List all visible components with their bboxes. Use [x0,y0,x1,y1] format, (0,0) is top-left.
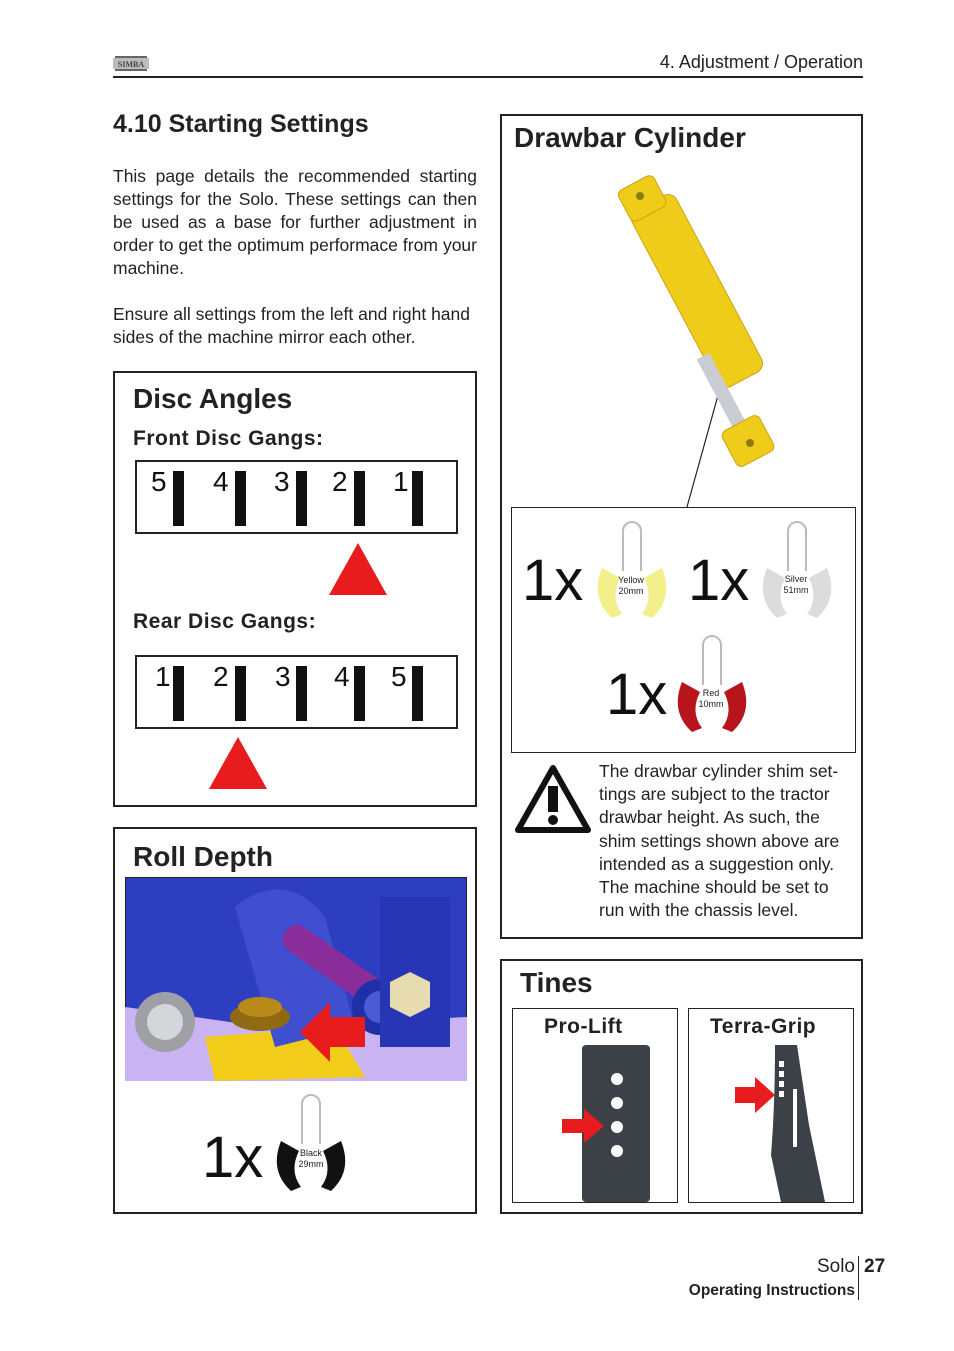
front-gang-bar [296,471,307,526]
rear-gang-number: 2 [213,661,229,692]
drawbar-warning-text: The drawbar cylinder shim set-tings are subject to the tractor drawbar height. As such, the shim settings shown above are intended as a suggestion only. The machine should be set to run with the chassis level. [599,761,840,921]
yellow-shim-quantity: 1x [522,548,584,613]
page-title: 4.10 Starting Settings [113,110,369,138]
front-gang-bar [412,471,423,526]
front-gang-bar [354,471,365,526]
front-gang-number: 4 [213,466,229,497]
front-gang-number: 1 [393,466,409,497]
disc-angles-title: Disc Angles [133,383,293,414]
pro-lift-card [512,1008,678,1203]
shim-size: 51mm [783,585,809,595]
rear-gang-scale [135,655,458,729]
rear-gang-number: 3 [275,661,291,692]
drawbar-cylinder-title: Drawbar Cylinder [514,122,746,153]
intro-paragraph-2: Ensure all settings from the left and right hand sides of the machine mirror each other. [113,304,471,347]
rear-gang-bar [296,666,307,721]
front-gang-scale [135,460,458,534]
black-shim-icon [269,1091,353,1199]
pro-lift-tine-icon [558,1045,658,1202]
rear-setting-marker-icon [207,735,269,791]
drawbar-shim-panel [511,507,856,753]
terra-grip-label: Terra-Grip [710,1015,817,1038]
black-shim-label [288,1148,334,1170]
rear-gang-number: 4 [334,661,350,692]
terra-grip-tine-icon [731,1045,831,1202]
hydraulic-cylinder-illustration [602,171,792,511]
roll-depth-illustration [125,877,467,1081]
shim-color: Red [702,688,720,698]
front-setting-marker-icon [327,541,389,597]
rear-gang-bar [354,666,365,721]
front-gang-bar [235,471,246,526]
simba-logo [113,55,149,71]
rear-gang-number: 5 [391,661,407,692]
svg-text:SIMBA: SIMBA [117,60,145,69]
front-gang-number: 3 [274,466,290,497]
red-shim-icon [670,632,754,740]
silver-shim-quantity: 1x [688,548,750,613]
rear-disc-gangs-label: Rear Disc Gangs: [133,610,317,633]
footer-divider [858,1256,859,1300]
silver-shim-label [773,574,819,596]
disc-angles-panel [113,371,477,807]
warning-icon [514,764,592,834]
shim-size: 10mm [698,699,724,709]
yellow-shim-icon [590,518,674,626]
rear-gang-bar [173,666,184,721]
roll-depth-panel [113,827,477,1214]
roll-depth-title: Roll Depth [133,841,273,872]
shim-color: Silver [784,574,808,584]
tines-panel [500,959,863,1214]
terra-grip-card [688,1008,854,1203]
red-shim-label [688,688,734,710]
pro-lift-label: Pro-Lift [544,1015,623,1038]
header-section-title: 4. Adjustment / Operation [659,52,863,72]
roll-depth-shim-quantity: 1x [202,1125,264,1190]
rear-gang-bar [412,666,423,721]
front-gang-bar [173,471,184,526]
front-disc-gangs-label: Front Disc Gangs: [133,427,324,450]
footer-product: Solo [816,1256,855,1277]
silver-shim-icon [755,518,839,626]
footer-document-type: Operating Instructions [688,1282,855,1299]
header-rule [113,76,863,78]
yellow-shim-label [608,575,654,597]
shim-color: Black [299,1148,322,1158]
shim-size: 20mm [618,586,644,596]
tines-title: Tines [520,967,593,998]
front-gang-number: 5 [151,466,167,497]
shim-color: Yellow [618,575,644,585]
intro-paragraph-1: This page details the recommended starting settings for the Solo. These settings can then be used as a base for further adjustment in order to get the optimum performace from your machine. [113,166,477,278]
rear-gang-number: 1 [155,661,171,692]
rear-gang-bar [235,666,246,721]
front-gang-number: 2 [332,466,348,497]
red-shim-quantity: 1x [606,662,668,727]
shim-size: 29mm [298,1159,324,1169]
footer-page-number: 27 [864,1256,886,1277]
